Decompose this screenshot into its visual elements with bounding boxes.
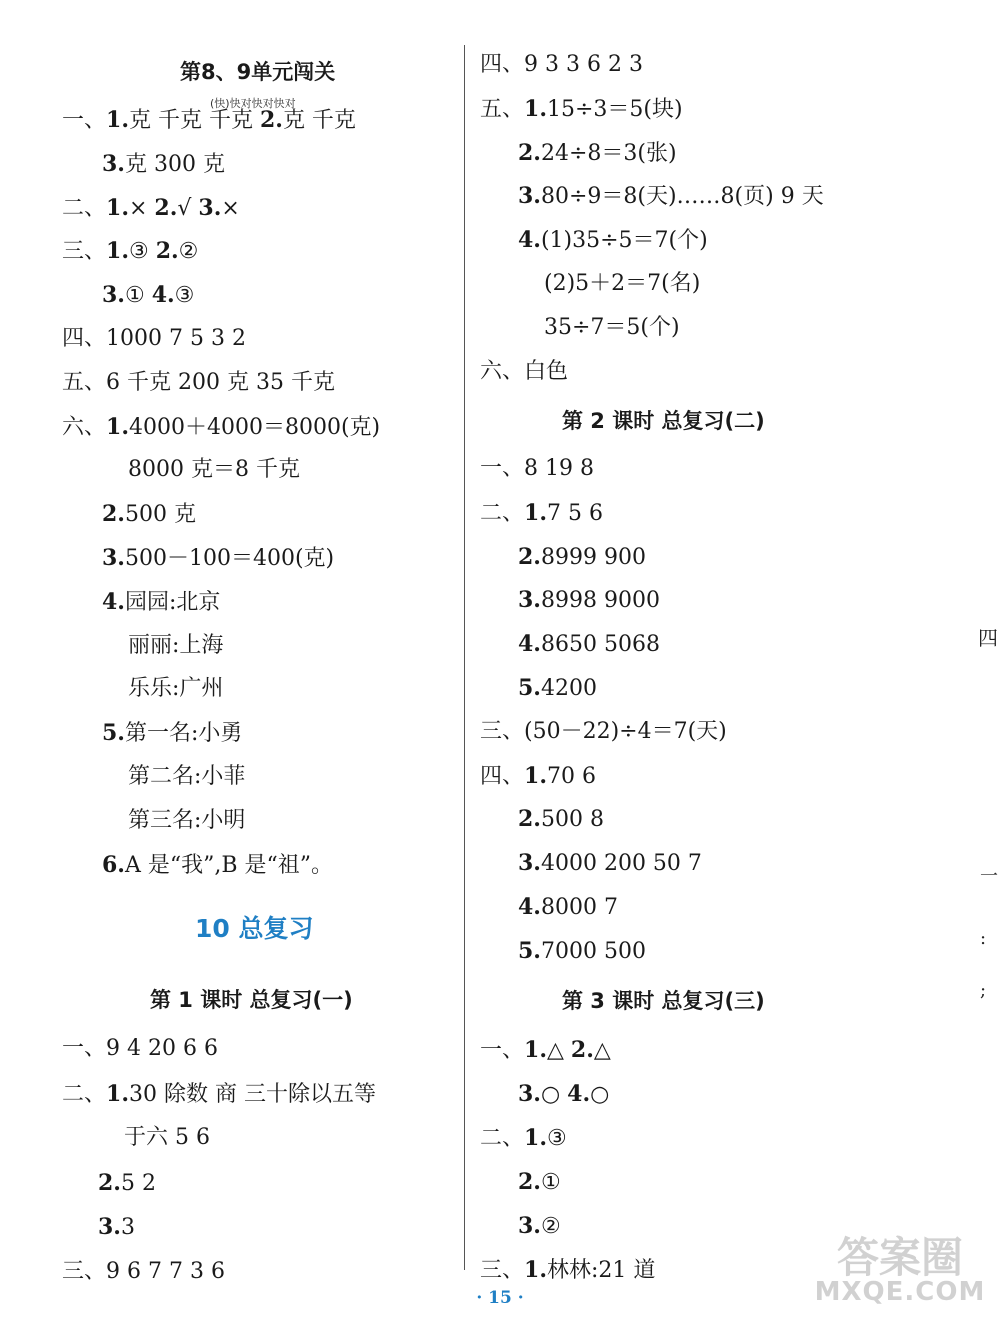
answer-text: 30 除数 商 三十除以五等	[128, 1081, 376, 1107]
answer-text: 一、	[62, 1036, 107, 1061]
answer-text: ①	[124, 283, 152, 309]
item-number: 1.	[524, 95, 547, 122]
answer-text: (1)35÷5＝7(个)	[540, 228, 708, 254]
answer-line	[480, 1123, 567, 1154]
answer-text: 1000 7 5 3 2	[106, 326, 246, 351]
answer-text: ②	[178, 239, 199, 265]
answer-line	[480, 50, 643, 80]
answer-text: 五、	[62, 369, 107, 395]
answer-line	[518, 848, 702, 879]
lesson1-title: 第 1 课时 总复习(一)	[150, 988, 353, 1012]
answer-text: (50－22)÷4＝7(天)	[524, 718, 727, 744]
answer-line	[480, 498, 603, 529]
answer-line	[62, 193, 240, 224]
answer-text: ×	[221, 195, 240, 221]
answer-text: 500 8	[540, 807, 604, 833]
answer-line	[480, 717, 727, 747]
answer-text: 五、	[480, 96, 525, 122]
answer-text: 乐乐:广州	[128, 676, 224, 702]
answer-text: (2)5＋2＝7(名)	[544, 271, 701, 296]
answer-text: 7000 500	[540, 938, 646, 964]
item-number: 2.	[98, 1169, 121, 1196]
answer-text: 4200	[540, 676, 597, 701]
answer-text: 克 千克 千克	[128, 108, 260, 133]
answer-text: 第一名:小勇	[124, 721, 243, 747]
answer-line	[102, 718, 242, 749]
answer-line	[518, 1079, 609, 1110]
item-number: 4.	[518, 894, 541, 920]
answer-text: 9 4 20 6 6	[106, 1036, 218, 1061]
edge-mark: 一	[980, 866, 998, 887]
item-number: 4.	[102, 588, 125, 615]
answer-line	[518, 585, 660, 616]
item-number: 1.	[524, 762, 547, 789]
answer-text: 园园:北京	[124, 589, 221, 615]
answer-line	[102, 543, 334, 574]
item-number: 2.	[518, 543, 541, 570]
item-number: 1.	[524, 1257, 547, 1283]
item-number: 3.	[518, 850, 541, 877]
answer-line	[128, 806, 245, 836]
answer-line	[518, 225, 708, 256]
item-number: 1.	[106, 413, 129, 440]
answer-text: ○	[590, 1082, 610, 1107]
answer-text: 三、	[62, 239, 107, 265]
item-number: 2.	[518, 1169, 541, 1195]
item-number: 2.	[102, 501, 125, 528]
edge-mark: :	[980, 928, 987, 949]
item-number: 1.	[524, 499, 547, 526]
answer-text: 三、	[480, 1258, 525, 1283]
answer-text: 9 6 7 7 3 6	[106, 1258, 225, 1284]
answer-text: 24÷8＝3(张)	[540, 140, 677, 166]
edge-mark: ;	[980, 980, 987, 1001]
answer-text: 二、	[62, 1081, 107, 1107]
answer-line	[98, 1168, 156, 1199]
answer-text: 70 6	[546, 763, 596, 789]
answer-text: 8999 900	[540, 544, 646, 570]
item-number: 4.	[518, 631, 541, 658]
answer-text: 三、	[62, 1258, 107, 1284]
answer-line	[62, 1079, 376, 1110]
section-title: 10 总复习	[195, 914, 314, 943]
answer-line	[480, 1035, 611, 1066]
answer-text: ③	[546, 1126, 567, 1151]
answer-line	[518, 629, 660, 660]
watermark	[805, 1225, 995, 1317]
answer-line	[62, 105, 356, 136]
item-number: 2.	[155, 238, 179, 265]
item-number: 1.	[106, 194, 129, 221]
answer-text: ③	[128, 239, 156, 265]
item-number: 5.	[518, 675, 541, 701]
item-number: 3.	[98, 1214, 121, 1240]
answer-text: 4000＋4000＝8000(克)	[128, 414, 381, 440]
answer-text: 四、	[62, 326, 107, 351]
lesson2-title: 第 2 课时 总复习(二)	[562, 409, 765, 433]
answer-line	[98, 1212, 135, 1243]
answer-text: 六、	[480, 358, 525, 384]
item-number: 2.	[518, 806, 541, 833]
answer-line	[518, 181, 824, 212]
watermark-url: MXQE.COM	[814, 1277, 986, 1307]
item-number: 2.	[570, 1037, 594, 1063]
answer-text: 三、	[480, 718, 525, 744]
watermark-title: 答案圈	[836, 1233, 963, 1282]
item-number: 1.	[106, 1080, 129, 1107]
answer-text: ②	[540, 1214, 561, 1239]
answer-line	[518, 1211, 561, 1242]
answer-line	[480, 357, 568, 387]
item-number: 4.	[567, 1081, 591, 1107]
answer-text: △	[546, 1038, 571, 1063]
answer-text: 35÷7＝5(个)	[544, 314, 680, 340]
answer-line	[128, 762, 245, 792]
answer-line	[518, 892, 618, 923]
answer-text: 克 300 克	[124, 151, 225, 177]
item-number: 3.	[102, 282, 125, 309]
answer-text: √	[177, 195, 199, 221]
answer-line	[102, 850, 333, 881]
answer-text: ○	[540, 1082, 568, 1107]
answer-text: 9 3 3 6 2 3	[524, 52, 643, 77]
edge-character: 四	[978, 626, 998, 650]
answer-line	[62, 1034, 218, 1064]
item-number: 2.	[259, 107, 283, 133]
column-divider	[464, 45, 465, 1270]
answer-text: 二、	[62, 195, 107, 221]
answer-line	[480, 761, 596, 792]
answer-text: 六、	[62, 414, 107, 440]
answer-text: 一、	[62, 108, 107, 133]
handwritten-scribble: (快)快对快对快对	[210, 97, 296, 110]
answer-line	[518, 673, 597, 704]
item-number: 1.	[524, 1037, 547, 1063]
answer-text: 4000 200 50 7	[540, 851, 702, 877]
answer-line	[62, 1257, 225, 1287]
answer-line	[124, 1123, 210, 1153]
answer-line	[480, 454, 594, 484]
item-number: 1.	[524, 1125, 547, 1151]
answer-line	[544, 269, 700, 299]
answer-text: 于六 5 6	[124, 1125, 210, 1150]
answer-text: 四、	[480, 52, 525, 77]
page-number: · 15 ·	[476, 1288, 524, 1308]
item-number: 3.	[198, 194, 222, 221]
item-number: 3.	[518, 1081, 541, 1107]
answer-text: 一、	[480, 456, 525, 481]
answer-text: ①	[540, 1170, 561, 1195]
answer-line	[518, 138, 677, 169]
answer-text: 二、	[480, 1126, 525, 1151]
answer-text: 6 千克 200 克 35 千克	[106, 369, 335, 395]
answer-text: 第三名:小明	[128, 807, 246, 833]
item-number: 3.	[518, 1213, 541, 1239]
answer-text: 3	[120, 1215, 135, 1240]
item-number: 5.	[518, 937, 541, 964]
lesson3-title: 第 3 课时 总复习(三)	[562, 989, 765, 1013]
item-number: 1.	[106, 238, 129, 265]
answer-text: 8000 克＝8 千克	[128, 457, 300, 483]
answer-line	[102, 280, 194, 311]
item-number: 5.	[102, 720, 125, 747]
answer-text: 8000 7	[540, 895, 618, 920]
answer-text: 第二名:小菲	[128, 764, 246, 789]
item-number: 1.	[106, 107, 129, 133]
answer-line	[102, 499, 196, 530]
answer-text: 一、	[480, 1038, 525, 1063]
item-number: 2.	[518, 139, 541, 166]
answer-text: 克 千克	[282, 108, 356, 133]
answer-text: ③	[174, 283, 195, 309]
item-number: 4.	[518, 227, 541, 254]
answer-text: ×	[128, 195, 155, 221]
answer-line	[128, 674, 223, 704]
item-number: 3.	[102, 150, 125, 177]
answer-text: 80÷9＝8(天)……8(页) 9 天	[540, 184, 824, 210]
answer-line	[544, 313, 680, 343]
answer-line	[480, 94, 683, 125]
answer-text: 丽丽:上海	[128, 632, 224, 658]
answer-line	[518, 1167, 561, 1198]
unit-heading: 第8、9单元闯关	[180, 60, 336, 84]
item-number: 2.	[154, 194, 178, 221]
answer-line	[518, 542, 646, 573]
answer-text: 15÷3＝5(块)	[546, 96, 683, 122]
answer-line	[128, 455, 300, 485]
answer-text: △	[593, 1038, 611, 1063]
answer-text: A 是“我”,B 是“祖”。	[124, 852, 333, 878]
answer-text: 5 2	[120, 1170, 156, 1196]
answer-text: 7 5 6	[546, 500, 603, 526]
answer-text: 白色	[524, 358, 569, 384]
answer-line	[102, 149, 225, 180]
item-number: 4.	[151, 282, 175, 309]
answer-line	[62, 412, 380, 443]
answer-line	[62, 324, 246, 354]
answer-text: 8998 9000	[540, 588, 660, 614]
answer-line	[480, 1255, 655, 1286]
item-number: 3.	[518, 587, 541, 614]
answer-text: 8 19 8	[524, 456, 594, 481]
answer-line	[62, 236, 198, 267]
item-number: 3.	[102, 545, 125, 571]
item-number: 3.	[518, 183, 541, 210]
answer-line	[102, 587, 220, 618]
answer-text: 500－100＝400(克)	[124, 546, 335, 571]
answer-line	[62, 368, 335, 398]
answer-text: 二、	[480, 500, 525, 526]
answer-line	[518, 804, 604, 835]
answer-line	[518, 936, 646, 967]
answer-line	[128, 631, 223, 661]
answer-text: 8650 5068	[540, 632, 660, 658]
answer-text: 林林:21 道	[546, 1258, 656, 1283]
answer-text: 四、	[480, 763, 525, 789]
item-number: 6.	[102, 851, 125, 878]
answer-text: 500 克	[124, 502, 196, 528]
